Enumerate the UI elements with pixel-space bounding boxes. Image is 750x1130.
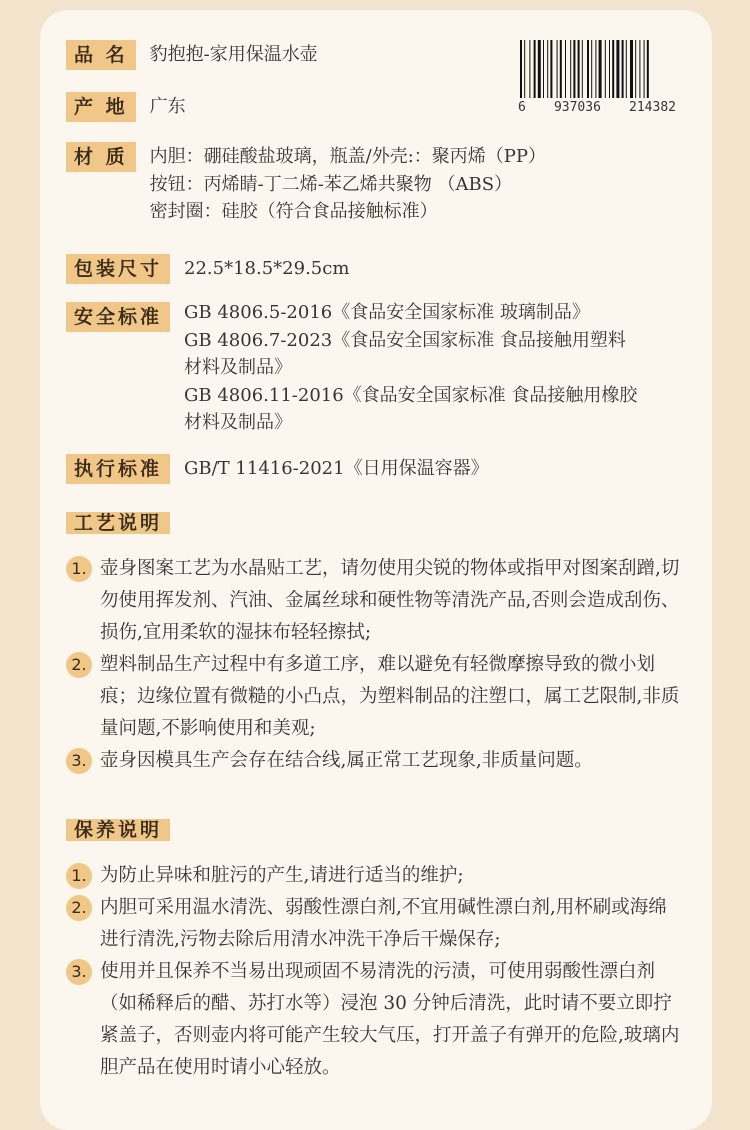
- safety-line: GB 4806.5-2016《食品安全国家标准 玻璃制品》: [184, 302, 590, 323]
- item-text: 为防止异味和脏污的产生,请进行适当的维护;: [100, 865, 464, 886]
- label-origin: 产 地: [66, 92, 136, 122]
- value-exec: GB/T 11416-2021《日用保温容器》: [184, 458, 489, 479]
- material-line: 按钮：丙烯睛-丁二烯-苯乙烯共聚物 （ABS）: [149, 173, 513, 195]
- spec-row-safety: [66, 302, 637, 437]
- list-item: [66, 745, 686, 777]
- spec-row-size: [66, 254, 349, 284]
- barcode-number: [518, 100, 676, 115]
- material-line: 内胆：硼硅酸盐玻璃，瓶盖/外壳:：聚丙烯（PP）: [149, 146, 546, 167]
- list-item: [66, 649, 686, 745]
- item-number: 2.: [66, 895, 92, 921]
- craft-list: [66, 553, 686, 777]
- spec-row-exec: [66, 454, 489, 484]
- spec-row-name: [66, 40, 318, 70]
- barcode: [518, 40, 678, 115]
- craft-section-title: [66, 508, 170, 538]
- barcode-bars: [518, 40, 678, 98]
- item-number: 2.: [66, 652, 92, 678]
- craft-title: 工艺说明: [66, 512, 170, 534]
- label-safety: 安全标准: [66, 302, 170, 332]
- list-item: [66, 892, 686, 956]
- care-title: 保养说明: [66, 819, 170, 841]
- barcode-digit-right: 214382: [629, 100, 676, 115]
- safety-line: 材料及制品》: [184, 412, 293, 433]
- barcode-digit-prefix: 6: [518, 100, 526, 115]
- item-number: 3.: [66, 959, 92, 985]
- value-origin: 广东: [149, 96, 186, 117]
- list-item: [66, 553, 686, 649]
- label-size: 包装尺寸: [66, 254, 170, 284]
- safety-line: GB 4806.11-2016《食品安全国家标准 食品接触用橡胶: [184, 384, 638, 406]
- value-size: 22.5*18.5*29.5cm: [184, 258, 350, 279]
- item-number: 1.: [66, 863, 92, 889]
- item-text: 使用并且保养不当易出现顽固不易清洗的污渍，可使用弱酸性漂白剂（如稀释后的醋、苏打水等）浸泡 30 分钟后清洗，此时请不要立即拧紧盖子，否则壶内将可能产生较大气压，打开盖子有弹开的危险,玻璃内胆产品在使用时请小心轻放。: [100, 961, 680, 1078]
- material-line: 密封圈：硅胶（符合食品接触标准）: [149, 201, 438, 222]
- list-item: [66, 956, 686, 1084]
- item-number: 3.: [66, 748, 92, 774]
- label-material: 材 质: [66, 142, 136, 172]
- item-text: 壶身图案工艺为水晶贴工艺，请勿使用尖锐的物体或指甲对图案刮蹭,切勿使用挥发剂、汽油、金属丝球和硬性物等清洗产品,否则会造成刮伤、损伤,宜用柔软的湿抹布轻轻擦拭;: [100, 558, 680, 643]
- care-section-title: [66, 815, 170, 845]
- list-item: [66, 860, 686, 892]
- care-list: [66, 860, 686, 1084]
- spec-row-origin: [66, 92, 186, 122]
- item-text: 壶身因模具生产会存在结合线,属正常工艺现象,非质量问题。: [100, 750, 593, 771]
- value-name: 豹抱抱-家用保温水壶: [149, 44, 318, 65]
- item-text: 塑料制品生产过程中有多道工序，难以避免有轻微摩擦导致的微小划痕；边缘位置有微糙的小凸点，为塑料制品的注塑口，属工艺限制,非质量问题,不影响使用和美观;: [100, 654, 680, 739]
- item-number: 1.: [66, 556, 92, 582]
- safety-line: GB 4806.7-2023《食品安全国家标准 食品接触用塑料: [184, 329, 626, 351]
- label-name: 品 名: [66, 40, 136, 70]
- barcode-digit-left: 937036: [553, 100, 601, 115]
- spec-row-material: [66, 142, 546, 226]
- item-text: 内胆可采用温水清洗、弱酸性漂白剂,不宜用碱性漂白剂,用杯刷或海绵进行清洗,污物去除后用清水冲洗干净后干燥保存;: [100, 897, 667, 950]
- safety-line: 材料及制品》: [184, 357, 293, 378]
- label-exec: 执行标准: [66, 454, 170, 484]
